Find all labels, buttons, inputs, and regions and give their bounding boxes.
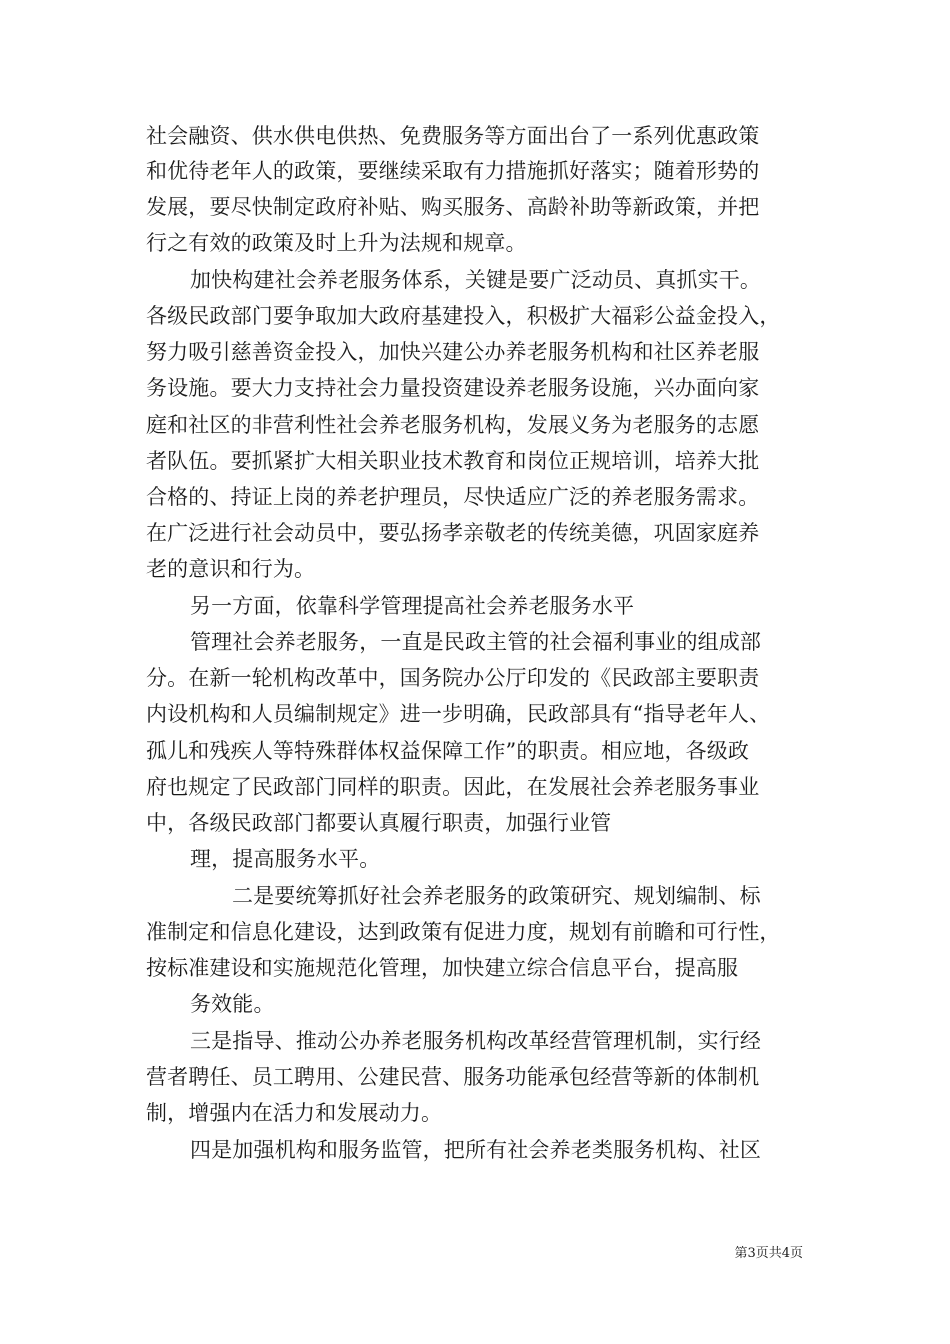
text-line: 准制定和信息化建设，达到政策有促进力度，规划有前瞻和可行性， [146, 920, 781, 944]
text-line: 社会融资、供水供电供热、免费服务等方面出台了一系列优惠政策 [146, 124, 760, 148]
text-line: 发展，要尽快制定政府补贴、购买服务、高龄补助等新政策，并把 [146, 195, 760, 219]
text-line: 内设机构和人员编制规定》进一步明确，民政部具有“指导老年人、 [146, 702, 771, 726]
text-line: 务效能。 [190, 992, 275, 1016]
text-line: 按标准建设和实施规范化管理，加快建立综合信息平台，提高服 [146, 956, 739, 980]
section-heading: 另一方面，依靠科学管理提高社会养老服务水平 [190, 594, 635, 618]
text-line: 制，增强内在活力和发展动力。 [146, 1101, 443, 1125]
text-line: 分。在新一轮机构改革中，国务院办公厅印发的《民政部主要职责 [146, 666, 760, 690]
paragraph-first-line: 二是要统筹抓好社会养老服务的政策研究、规划编制、标 [232, 884, 761, 908]
text-line: 务设施。要大力支持社会力量投资建设养老服务设施，兴办面向家 [146, 376, 760, 400]
page-number-footer: 第3页共4页 [734, 1246, 803, 1261]
text-line: 中，各级民政部门都要认真履行职责，加强行业管 [146, 811, 612, 835]
text-line: 府也规定了民政部门同样的职责。因此，在发展社会养老服务事业 [146, 775, 760, 799]
paragraph-first-line: 四是加强机构和服务监管，把所有社会养老类服务机构、社区 [190, 1138, 762, 1162]
text-line: 理，提高服务水平。 [190, 847, 381, 871]
text-line: 老的意识和行为。 [146, 557, 316, 581]
text-line: 在广泛进行社会动员中，要弘扬孝亲敬老的传统美德，巩固家庭养 [146, 521, 760, 545]
paragraph-first-line: 管理社会养老服务，一直是民政主管的社会福利事业的组成部 [190, 630, 762, 654]
text-line: 庭和社区的非营利性社会养老服务机构，发展义务为老服务的志愿 [146, 413, 760, 437]
text-line: 营者聘任、员工聘用、公建民营、服务功能承包经营等新的体制机 [146, 1065, 760, 1089]
text-line: 各级民政部门要争取加大政府基建投入，积极扩大福彩公益金投入， [146, 304, 781, 328]
text-line: 行之有效的政策及时上升为法规和规章。 [146, 231, 527, 255]
text-line: 孤儿和残疾人等特殊群体权益保障工作”的职责。相应地，各级政 [146, 739, 750, 763]
paragraph-first-line: 三是指导、推动公办养老服务机构改革经营管理机制，实行经 [190, 1029, 762, 1053]
paragraph-first-line: 加快构建社会养老服务体系，关键是要广泛动员、真抓实干。 [190, 268, 762, 292]
text-line: 者队伍。要抓紧扩大相关职业技术教育和岗位正规培训，培养大批 [146, 449, 760, 473]
text-line: 合格的、持证上岗的养老护理员，尽快适应广泛的养老服务需求。 [146, 485, 760, 509]
text-line: 和优待老年人的政策，要继续采取有力措施抓好落实；随着形势的 [146, 159, 760, 183]
text-line: 努力吸引慈善资金投入，加快兴建公办养老服务机构和社区养老服 [146, 340, 760, 364]
